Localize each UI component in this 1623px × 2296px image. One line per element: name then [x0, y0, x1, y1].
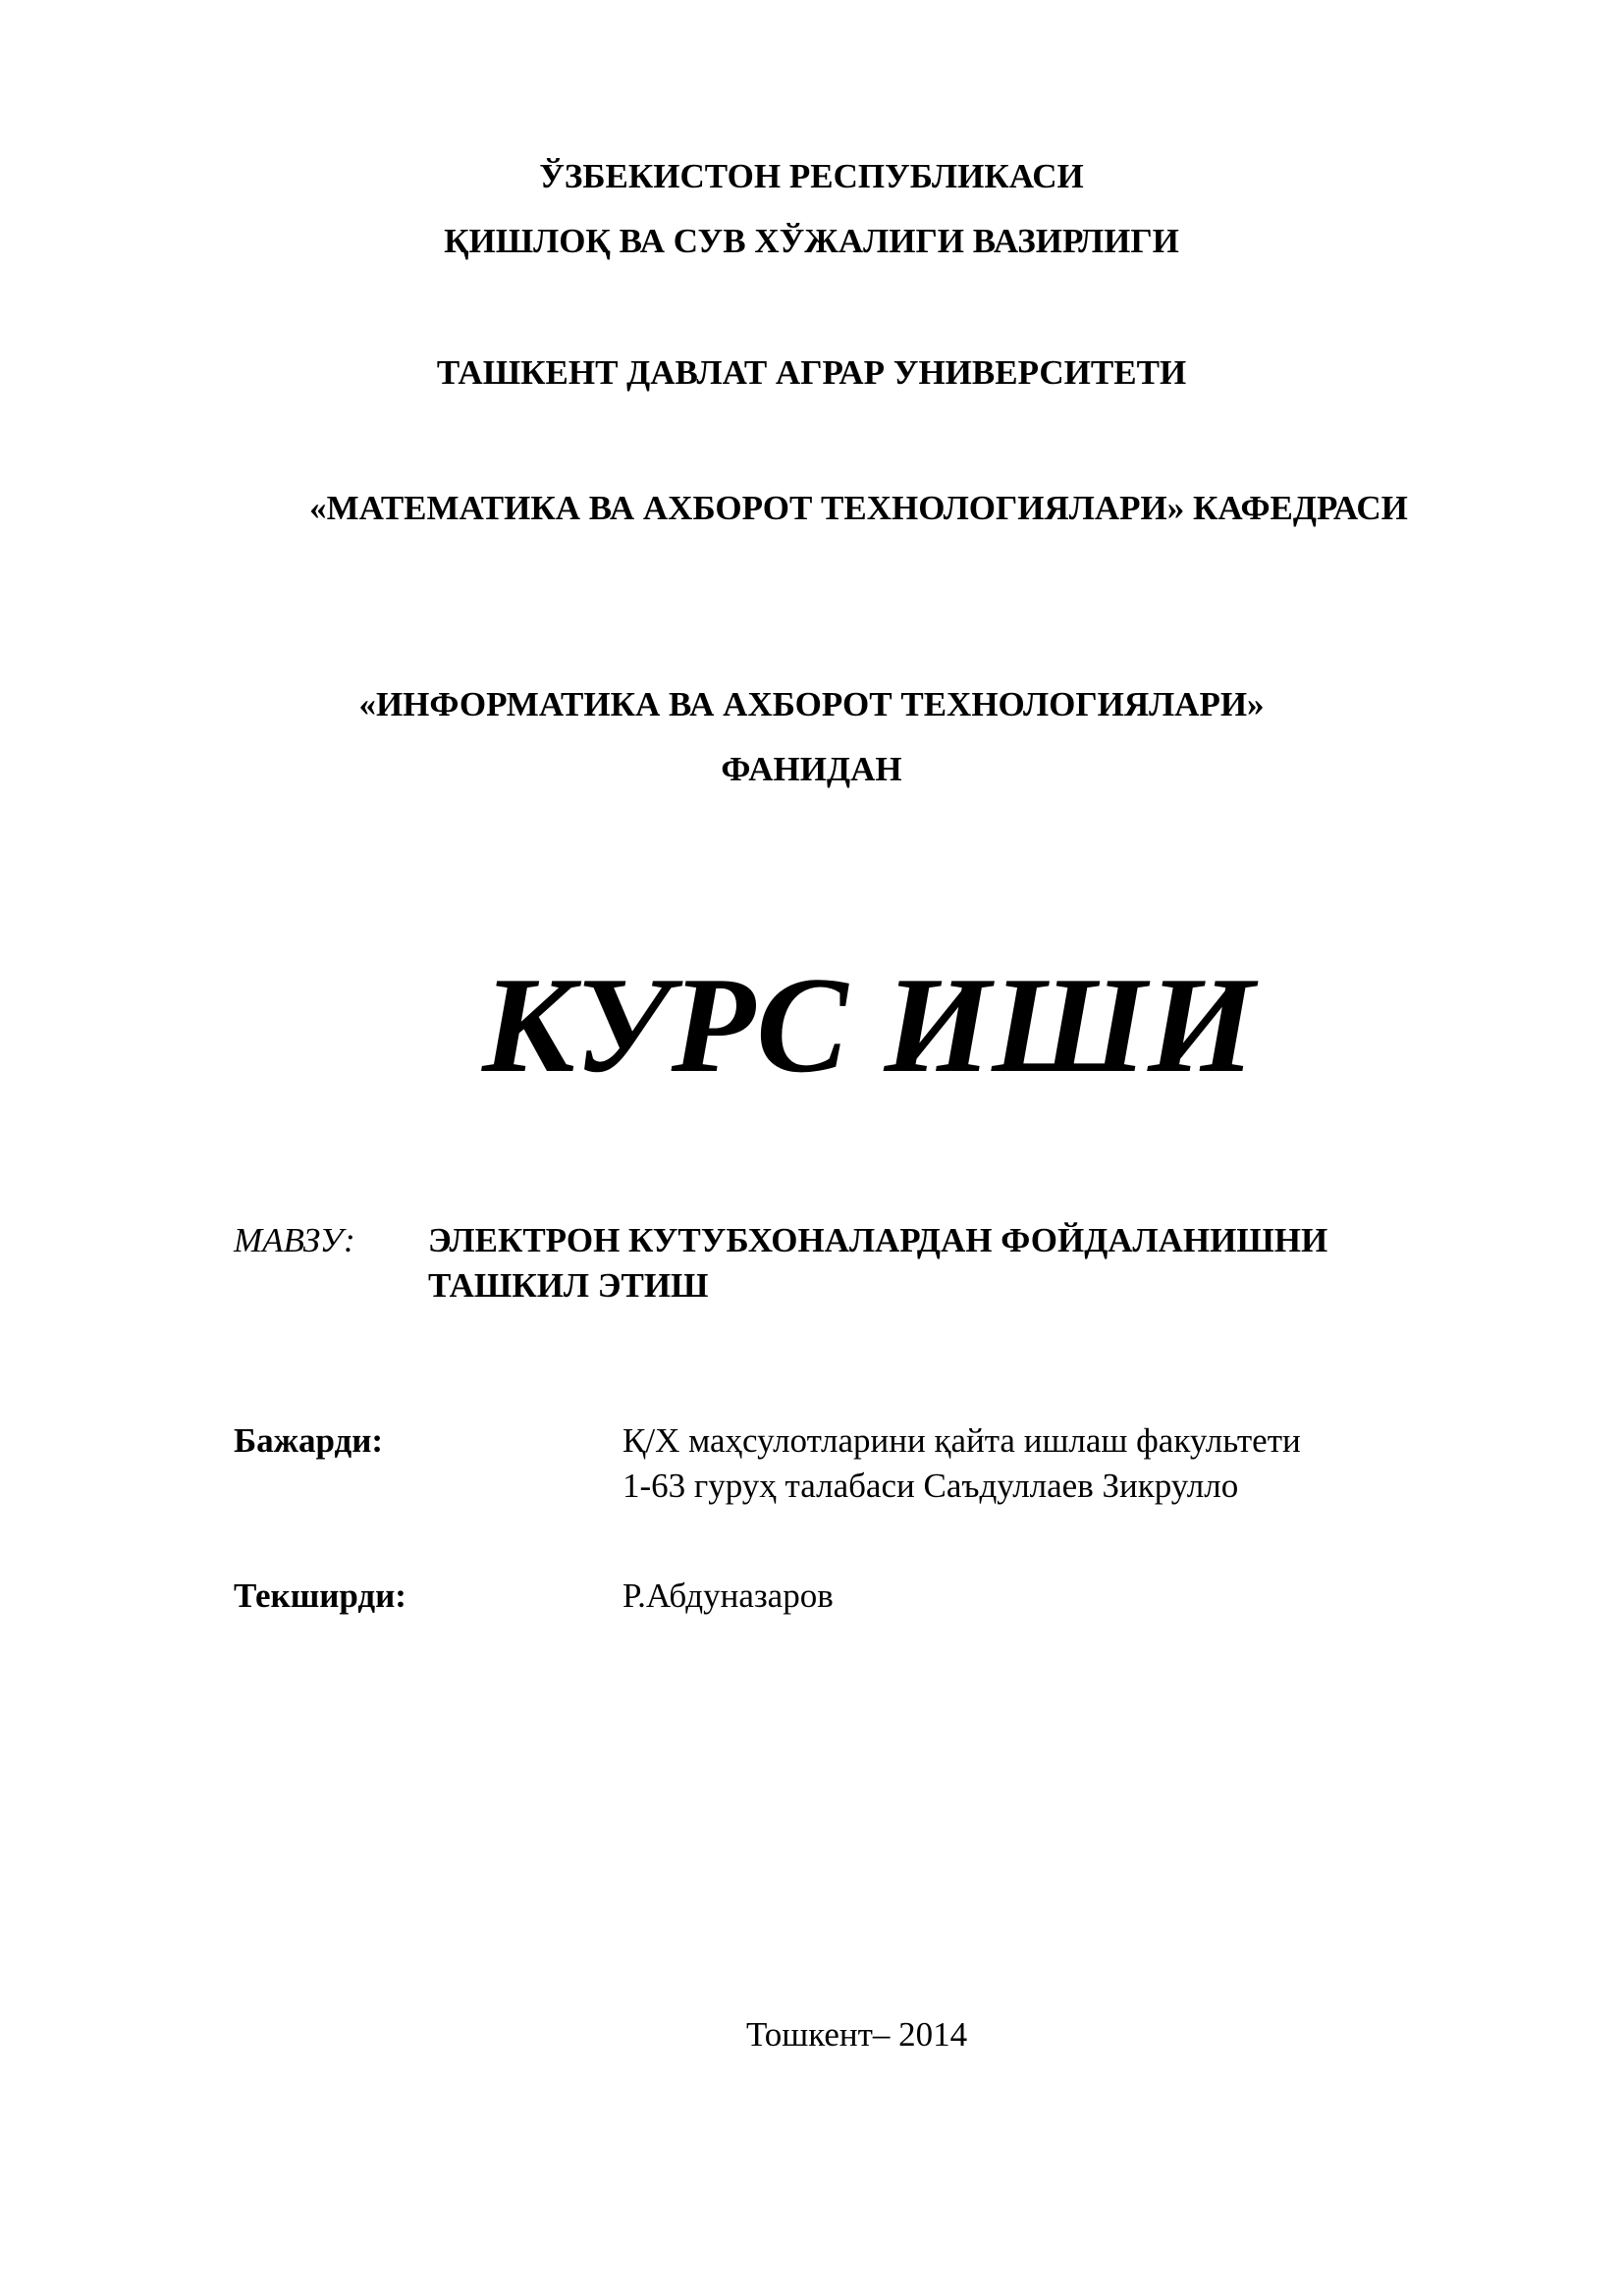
- department-heading: «МАТЕМАТИКА ВА АХБОРОТ ТЕХНОЛОГИЯЛАРИ» КАФЕДРАСИ: [309, 489, 1408, 527]
- performed-line2: 1-63 гуруҳ талабаси Саъдуллаев Зикрулло: [622, 1467, 1239, 1505]
- ministry-heading: ҚИШЛОҚ ВА СУВ ХЎЖАЛИГИ ВАЗИРЛИГИ: [444, 222, 1179, 260]
- checked-value: Р.Абдуназаров: [622, 1576, 834, 1615]
- republic-heading: ЎЗБЕКИСТОН РЕСПУБЛИКАСИ: [539, 157, 1084, 195]
- subject-heading-line1: «ИНФОРМАТИКА ВА АХБОРОТ ТЕХНОЛОГИЯЛАРИ»: [358, 685, 1265, 723]
- performed-label: Бажарди:: [234, 1421, 384, 1460]
- subject-heading-line2: ФАНИДАН: [721, 750, 902, 788]
- university-heading: ТАШКЕНТ ДАВЛАТ АГРАР УНИВЕРСИТЕТИ: [436, 353, 1187, 392]
- topic-label: МАВЗУ:: [234, 1221, 355, 1259]
- checked-label: Текширди:: [234, 1576, 406, 1615]
- topic-line2: ТАШКИЛ ЭТИШ: [428, 1266, 709, 1305]
- performed-line1: Қ/Х маҳсулотларини қайта ишлаш факультети: [622, 1421, 1301, 1460]
- city-year: Тошкент– 2014: [746, 2015, 968, 2054]
- document-title: КУРС ИШИ: [482, 949, 1256, 1101]
- topic-line1: ЭЛЕКТРОН КУТУБХОНАЛАРДАН ФОЙДАЛАНИШНИ: [428, 1221, 1328, 1259]
